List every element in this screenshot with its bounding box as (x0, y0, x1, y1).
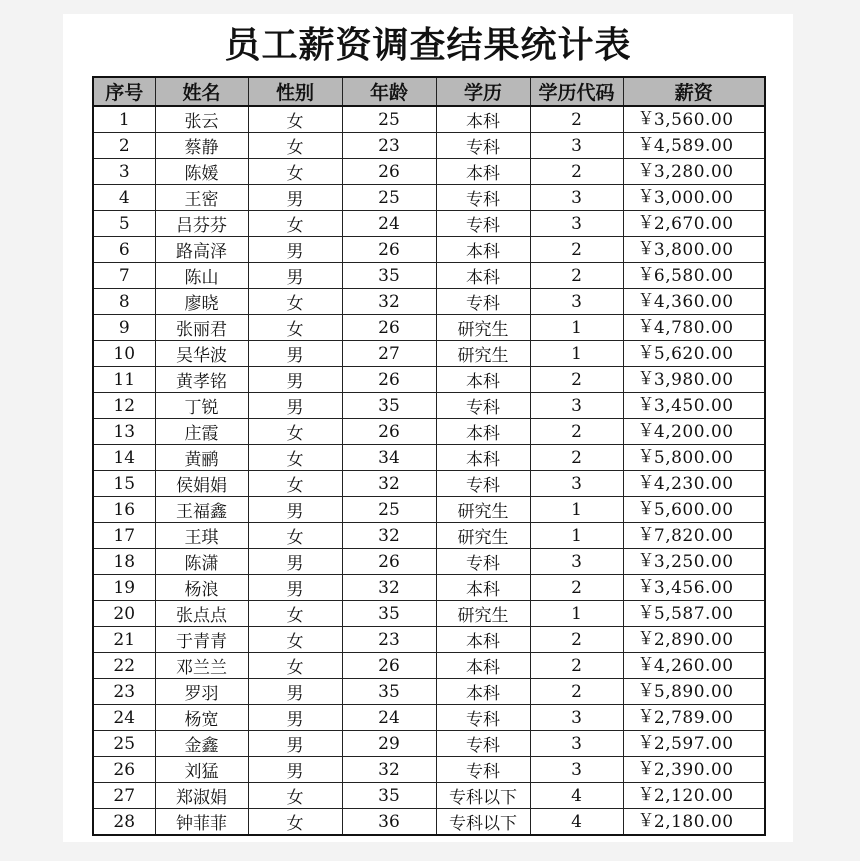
currency-symbol: ￥ (637, 395, 655, 415)
cell-gender[interactable]: 女 (248, 627, 342, 653)
table-row (93, 471, 765, 497)
cell-education[interactable]: 研究生 (436, 523, 530, 549)
cell-education-code[interactable]: 1 (530, 601, 623, 627)
cell-salary[interactable] (623, 757, 765, 783)
cell-index[interactable]: 26 (93, 757, 155, 783)
cell-index[interactable]: 11 (93, 367, 155, 393)
currency-symbol: ￥ (637, 473, 655, 493)
cell-salary[interactable] (623, 133, 765, 159)
cell-index[interactable]: 3 (93, 159, 155, 185)
cell-education-code[interactable]: 4 (530, 809, 623, 836)
table-row (93, 445, 765, 471)
currency-symbol: ￥ (637, 317, 655, 337)
cell-gender[interactable]: 女 (248, 133, 342, 159)
cell-index[interactable]: 19 (93, 575, 155, 601)
salary-amount: 5,890.00 (653, 681, 734, 702)
cell-index[interactable]: 8 (93, 289, 155, 315)
table-row (93, 419, 765, 445)
column-header-gender: 性别 (248, 77, 342, 106)
currency-symbol: ￥ (637, 239, 655, 259)
cell-name[interactable]: 陈媛 (155, 159, 248, 185)
cell-education-code[interactable]: 2 (530, 627, 623, 653)
cell-index[interactable]: 5 (93, 211, 155, 237)
salary-amount: 4,589.00 (653, 135, 734, 156)
salary-amount: 4,360.00 (653, 291, 734, 312)
cell-education[interactable]: 专科 (436, 393, 530, 419)
cell-education-code[interactable]: 2 (530, 419, 623, 445)
cell-salary[interactable] (623, 497, 765, 523)
cell-salary[interactable] (623, 575, 765, 601)
cell-gender[interactable]: 女 (248, 419, 342, 445)
cell-education-code[interactable]: 3 (530, 289, 623, 315)
cell-age[interactable]: 35 (342, 783, 436, 809)
cell-age[interactable]: 26 (342, 419, 436, 445)
cell-education[interactable]: 研究生 (436, 315, 530, 341)
cell-education-code[interactable]: 2 (530, 159, 623, 185)
cell-age[interactable]: 25 (342, 497, 436, 523)
cell-name[interactable]: 张丽君 (155, 315, 248, 341)
cell-education[interactable]: 专科以下 (436, 809, 530, 836)
cell-gender[interactable]: 女 (248, 523, 342, 549)
column-header-salary: 薪资 (623, 77, 765, 106)
cell-index[interactable]: 2 (93, 133, 155, 159)
currency-symbol: ￥ (637, 265, 655, 285)
cell-index[interactable]: 16 (93, 497, 155, 523)
cell-name[interactable]: 陈山 (155, 263, 248, 289)
cell-index[interactable]: 23 (93, 679, 155, 705)
salary-amount: 2,670.00 (653, 213, 734, 234)
cell-education-code[interactable]: 2 (530, 679, 623, 705)
cell-name[interactable]: 侯娟娟 (155, 471, 248, 497)
column-header-age: 年龄 (342, 77, 436, 106)
cell-education-code[interactable]: 1 (530, 497, 623, 523)
cell-education-code[interactable]: 1 (530, 341, 623, 367)
cell-name[interactable]: 廖晓 (155, 289, 248, 315)
cell-index[interactable]: 22 (93, 653, 155, 679)
cell-education[interactable]: 专科 (436, 549, 530, 575)
currency-symbol: ￥ (637, 811, 655, 831)
cell-age[interactable]: 32 (342, 471, 436, 497)
cell-education-code[interactable]: 2 (530, 367, 623, 393)
cell-salary[interactable] (623, 341, 765, 367)
cell-index[interactable]: 12 (93, 393, 155, 419)
cell-gender[interactable]: 男 (248, 679, 342, 705)
cell-education[interactable]: 研究生 (436, 601, 530, 627)
cell-name[interactable]: 陈潇 (155, 549, 248, 575)
cell-education[interactable]: 研究生 (436, 341, 530, 367)
cell-age[interactable]: 32 (342, 289, 436, 315)
salary-amount: 3,280.00 (653, 161, 734, 182)
cell-gender[interactable]: 男 (248, 341, 342, 367)
cell-age[interactable]: 35 (342, 601, 436, 627)
table-row (93, 393, 765, 419)
salary-amount: 5,600.00 (653, 499, 734, 520)
cell-index[interactable]: 25 (93, 731, 155, 757)
currency-symbol: ￥ (637, 525, 655, 545)
cell-gender[interactable]: 女 (248, 289, 342, 315)
cell-gender[interactable]: 男 (248, 263, 342, 289)
cell-salary[interactable] (623, 419, 765, 445)
cell-education[interactable]: 专科 (436, 211, 530, 237)
cell-age[interactable]: 27 (342, 341, 436, 367)
salary-amount: 2,120.00 (653, 785, 734, 806)
cell-index[interactable]: 28 (93, 809, 155, 836)
cell-salary[interactable] (623, 523, 765, 549)
cell-gender[interactable]: 男 (248, 393, 342, 419)
cell-gender[interactable]: 女 (248, 601, 342, 627)
table-row (93, 601, 765, 627)
cell-age[interactable]: 24 (342, 705, 436, 731)
currency-symbol: ￥ (637, 135, 655, 155)
cell-education-code[interactable]: 1 (530, 315, 623, 341)
salary-amount: 5,620.00 (653, 343, 734, 364)
cell-name[interactable]: 邓兰兰 (155, 653, 248, 679)
salary-amount: 2,180.00 (653, 811, 734, 832)
table-row (93, 237, 765, 263)
cell-education[interactable]: 本科 (436, 419, 530, 445)
salary-amount: 3,456.00 (653, 577, 734, 598)
cell-index[interactable]: 17 (93, 523, 155, 549)
cell-gender[interactable]: 女 (248, 159, 342, 185)
cell-salary[interactable] (623, 237, 765, 263)
cell-index[interactable]: 27 (93, 783, 155, 809)
cell-education-code[interactable]: 3 (530, 731, 623, 757)
cell-gender[interactable]: 男 (248, 757, 342, 783)
table-row (93, 679, 765, 705)
cell-salary[interactable] (623, 679, 765, 705)
cell-salary[interactable] (623, 731, 765, 757)
cell-gender[interactable]: 女 (248, 315, 342, 341)
cell-name[interactable]: 于青青 (155, 627, 248, 653)
salary-amount: 2,890.00 (653, 629, 734, 650)
cell-salary[interactable] (623, 106, 765, 133)
cell-salary[interactable] (623, 263, 765, 289)
cell-age[interactable]: 23 (342, 627, 436, 653)
salary-amount: 2,597.00 (653, 733, 734, 754)
cell-name[interactable]: 杨浪 (155, 575, 248, 601)
column-header-education-code: 学历代码 (530, 77, 623, 106)
cell-education[interactable]: 本科 (436, 237, 530, 263)
table-body (93, 106, 765, 835)
currency-symbol: ￥ (637, 369, 655, 389)
cell-age[interactable]: 26 (342, 367, 436, 393)
cell-education[interactable]: 本科 (436, 679, 530, 705)
cell-salary[interactable] (623, 627, 765, 653)
cell-name[interactable]: 郑淑娟 (155, 783, 248, 809)
table-row (93, 185, 765, 211)
table-row (93, 523, 765, 549)
cell-education[interactable]: 本科 (436, 575, 530, 601)
cell-name[interactable]: 王琪 (155, 523, 248, 549)
table-row (93, 106, 765, 133)
salary-amount: 3,800.00 (653, 239, 734, 260)
cell-education[interactable]: 本科 (436, 653, 530, 679)
cell-age[interactable]: 24 (342, 211, 436, 237)
currency-symbol: ￥ (637, 681, 655, 701)
currency-symbol: ￥ (637, 603, 655, 623)
cell-index[interactable]: 21 (93, 627, 155, 653)
salary-amount: 4,260.00 (653, 655, 734, 676)
cell-gender[interactable]: 女 (248, 809, 342, 836)
cell-salary[interactable] (623, 705, 765, 731)
cell-education[interactable]: 本科 (436, 106, 530, 133)
cell-index[interactable]: 10 (93, 341, 155, 367)
cell-salary[interactable] (623, 445, 765, 471)
salary-amount: 3,450.00 (653, 395, 734, 416)
cell-name[interactable]: 刘猛 (155, 757, 248, 783)
salary-amount: 7,820.00 (653, 525, 734, 546)
cell-name[interactable]: 丁锐 (155, 393, 248, 419)
cell-name[interactable]: 金鑫 (155, 731, 248, 757)
cell-index[interactable]: 7 (93, 263, 155, 289)
currency-symbol: ￥ (637, 629, 655, 649)
cell-gender[interactable]: 男 (248, 575, 342, 601)
table-title: 员工薪资调查结果统计表 (224, 24, 632, 66)
cell-education[interactable]: 本科 (436, 627, 530, 653)
table-row (93, 653, 765, 679)
salary-amount: 5,800.00 (653, 447, 734, 468)
cell-name[interactable]: 吴华波 (155, 341, 248, 367)
currency-symbol: ￥ (637, 421, 655, 441)
currency-symbol: ￥ (637, 187, 655, 207)
salary-amount: 3,250.00 (653, 551, 734, 572)
salary-amount: 4,200.00 (653, 421, 734, 442)
cell-index[interactable]: 15 (93, 471, 155, 497)
cell-salary[interactable] (623, 783, 765, 809)
cell-name[interactable]: 蔡静 (155, 133, 248, 159)
cell-age[interactable]: 25 (342, 185, 436, 211)
cell-name[interactable]: 路高泽 (155, 237, 248, 263)
cell-education-code[interactable]: 3 (530, 185, 623, 211)
cell-age[interactable]: 35 (342, 393, 436, 419)
table-row (93, 133, 765, 159)
salary-amount: 4,780.00 (653, 317, 734, 338)
salary-amount: 2,390.00 (653, 759, 734, 780)
header-row (93, 77, 765, 106)
cell-age[interactable]: 29 (342, 731, 436, 757)
salary-amount: 2,789.00 (653, 707, 734, 728)
currency-symbol: ￥ (637, 785, 655, 805)
cell-gender[interactable]: 男 (248, 705, 342, 731)
cell-index[interactable]: 24 (93, 705, 155, 731)
table-row (93, 549, 765, 575)
cell-salary[interactable] (623, 185, 765, 211)
cell-salary[interactable] (623, 367, 765, 393)
cell-index[interactable]: 14 (93, 445, 155, 471)
cell-education-code[interactable]: 3 (530, 211, 623, 237)
cell-age[interactable]: 32 (342, 523, 436, 549)
table-row (93, 627, 765, 653)
salary-amount: 5,587.00 (653, 603, 734, 624)
cell-gender[interactable]: 女 (248, 106, 342, 133)
cell-name[interactable]: 王密 (155, 185, 248, 211)
cell-age[interactable]: 26 (342, 549, 436, 575)
cell-education-code[interactable]: 2 (530, 653, 623, 679)
cell-education[interactable]: 专科 (436, 185, 530, 211)
cell-name[interactable]: 钟菲菲 (155, 809, 248, 836)
cell-salary[interactable] (623, 601, 765, 627)
cell-education-code[interactable]: 3 (530, 705, 623, 731)
cell-name[interactable]: 吕芬芬 (155, 211, 248, 237)
currency-symbol: ￥ (637, 499, 655, 519)
cell-index[interactable]: 18 (93, 549, 155, 575)
table-row (93, 341, 765, 367)
cell-education[interactable]: 本科 (436, 445, 530, 471)
table-row (93, 315, 765, 341)
cell-education-code[interactable]: 2 (530, 106, 623, 133)
cell-education-code[interactable]: 1 (530, 523, 623, 549)
cell-age[interactable]: 26 (342, 159, 436, 185)
salary-amount: 3,560.00 (653, 109, 734, 130)
table-row (93, 263, 765, 289)
currency-symbol: ￥ (637, 447, 655, 467)
cell-age[interactable]: 32 (342, 575, 436, 601)
cell-gender[interactable]: 女 (248, 783, 342, 809)
cell-education-code[interactable]: 3 (530, 393, 623, 419)
cell-index[interactable]: 4 (93, 185, 155, 211)
cell-age[interactable]: 36 (342, 809, 436, 836)
cell-salary[interactable] (623, 159, 765, 185)
cell-index[interactable]: 13 (93, 419, 155, 445)
currency-symbol: ￥ (637, 577, 655, 597)
cell-education-code[interactable]: 3 (530, 757, 623, 783)
cell-gender[interactable]: 男 (248, 497, 342, 523)
cell-education-code[interactable]: 3 (530, 549, 623, 575)
cell-age[interactable]: 25 (342, 106, 436, 133)
cell-age[interactable]: 26 (342, 315, 436, 341)
currency-symbol: ￥ (637, 733, 655, 753)
currency-symbol: ￥ (637, 551, 655, 571)
cell-age[interactable]: 34 (342, 445, 436, 471)
table-header (93, 77, 765, 106)
currency-symbol: ￥ (637, 707, 655, 727)
column-header-index: 序号 (93, 77, 155, 106)
table-row (93, 757, 765, 783)
currency-symbol: ￥ (637, 109, 655, 129)
cell-education[interactable]: 专科 (436, 289, 530, 315)
cell-education[interactable]: 专科 (436, 471, 530, 497)
cell-gender[interactable]: 女 (248, 211, 342, 237)
cell-name[interactable]: 张点点 (155, 601, 248, 627)
cell-index[interactable]: 1 (93, 106, 155, 133)
currency-symbol: ￥ (637, 655, 655, 675)
table-row (93, 289, 765, 315)
column-header-name: 姓名 (155, 77, 248, 106)
salary-amount: 3,000.00 (653, 187, 734, 208)
cell-name[interactable]: 王福鑫 (155, 497, 248, 523)
cell-education[interactable]: 本科 (436, 367, 530, 393)
cell-age[interactable]: 35 (342, 679, 436, 705)
cell-gender[interactable]: 男 (248, 185, 342, 211)
cell-education-code[interactable]: 2 (530, 237, 623, 263)
salary-amount: 3,980.00 (653, 369, 734, 390)
salary-amount: 6,580.00 (653, 265, 734, 286)
table-row (93, 783, 765, 809)
cell-name[interactable]: 庄霞 (155, 419, 248, 445)
cell-education-code[interactable]: 2 (530, 445, 623, 471)
cell-salary[interactable] (623, 211, 765, 237)
cell-salary[interactable] (623, 549, 765, 575)
table-row (93, 575, 765, 601)
table-row (93, 731, 765, 757)
cell-education[interactable]: 专科 (436, 731, 530, 757)
cell-gender[interactable]: 女 (248, 653, 342, 679)
table-row (93, 809, 765, 836)
cell-education-code[interactable]: 2 (530, 575, 623, 601)
cell-salary[interactable] (623, 809, 765, 836)
cell-age[interactable]: 23 (342, 133, 436, 159)
cell-age[interactable]: 26 (342, 237, 436, 263)
table-row (93, 497, 765, 523)
cell-salary[interactable] (623, 393, 765, 419)
cell-education-code[interactable]: 3 (530, 471, 623, 497)
cell-age[interactable]: 32 (342, 757, 436, 783)
cell-education[interactable]: 专科以下 (436, 783, 530, 809)
cell-education-code[interactable]: 2 (530, 263, 623, 289)
cell-education[interactable]: 本科 (436, 159, 530, 185)
table-row (93, 705, 765, 731)
cell-education[interactable]: 专科 (436, 133, 530, 159)
cell-index[interactable]: 6 (93, 237, 155, 263)
currency-symbol: ￥ (637, 161, 655, 181)
cell-index[interactable]: 9 (93, 315, 155, 341)
cell-age[interactable]: 26 (342, 653, 436, 679)
cell-index[interactable]: 20 (93, 601, 155, 627)
cell-education[interactable]: 研究生 (436, 497, 530, 523)
currency-symbol: ￥ (637, 759, 655, 779)
cell-salary[interactable] (623, 471, 765, 497)
cell-education-code[interactable]: 3 (530, 133, 623, 159)
table-row (93, 211, 765, 237)
currency-symbol: ￥ (637, 213, 655, 233)
column-header-education: 学历 (436, 77, 530, 106)
cell-education[interactable]: 专科 (436, 705, 530, 731)
cell-education[interactable]: 本科 (436, 263, 530, 289)
cell-gender[interactable]: 男 (248, 237, 342, 263)
table-row (93, 367, 765, 393)
table-row (93, 159, 765, 185)
cell-age[interactable]: 35 (342, 263, 436, 289)
salary-table (92, 76, 766, 836)
currency-symbol: ￥ (637, 343, 655, 363)
cell-education-code[interactable]: 4 (530, 783, 623, 809)
cell-name[interactable]: 黄鹂 (155, 445, 248, 471)
cell-gender[interactable]: 男 (248, 367, 342, 393)
cell-salary[interactable] (623, 315, 765, 341)
cell-name[interactable]: 罗羽 (155, 679, 248, 705)
cell-gender[interactable]: 女 (248, 445, 342, 471)
cell-education[interactable]: 专科 (436, 757, 530, 783)
cell-name[interactable]: 杨宽 (155, 705, 248, 731)
cell-salary[interactable] (623, 653, 765, 679)
cell-name[interactable]: 张云 (155, 106, 248, 133)
cell-gender[interactable]: 男 (248, 549, 342, 575)
salary-amount: 4,230.00 (653, 473, 734, 494)
cell-gender[interactable]: 男 (248, 731, 342, 757)
cell-salary[interactable] (623, 289, 765, 315)
currency-symbol: ￥ (637, 291, 655, 311)
cell-gender[interactable]: 女 (248, 471, 342, 497)
cell-name[interactable]: 黄孝铭 (155, 367, 248, 393)
